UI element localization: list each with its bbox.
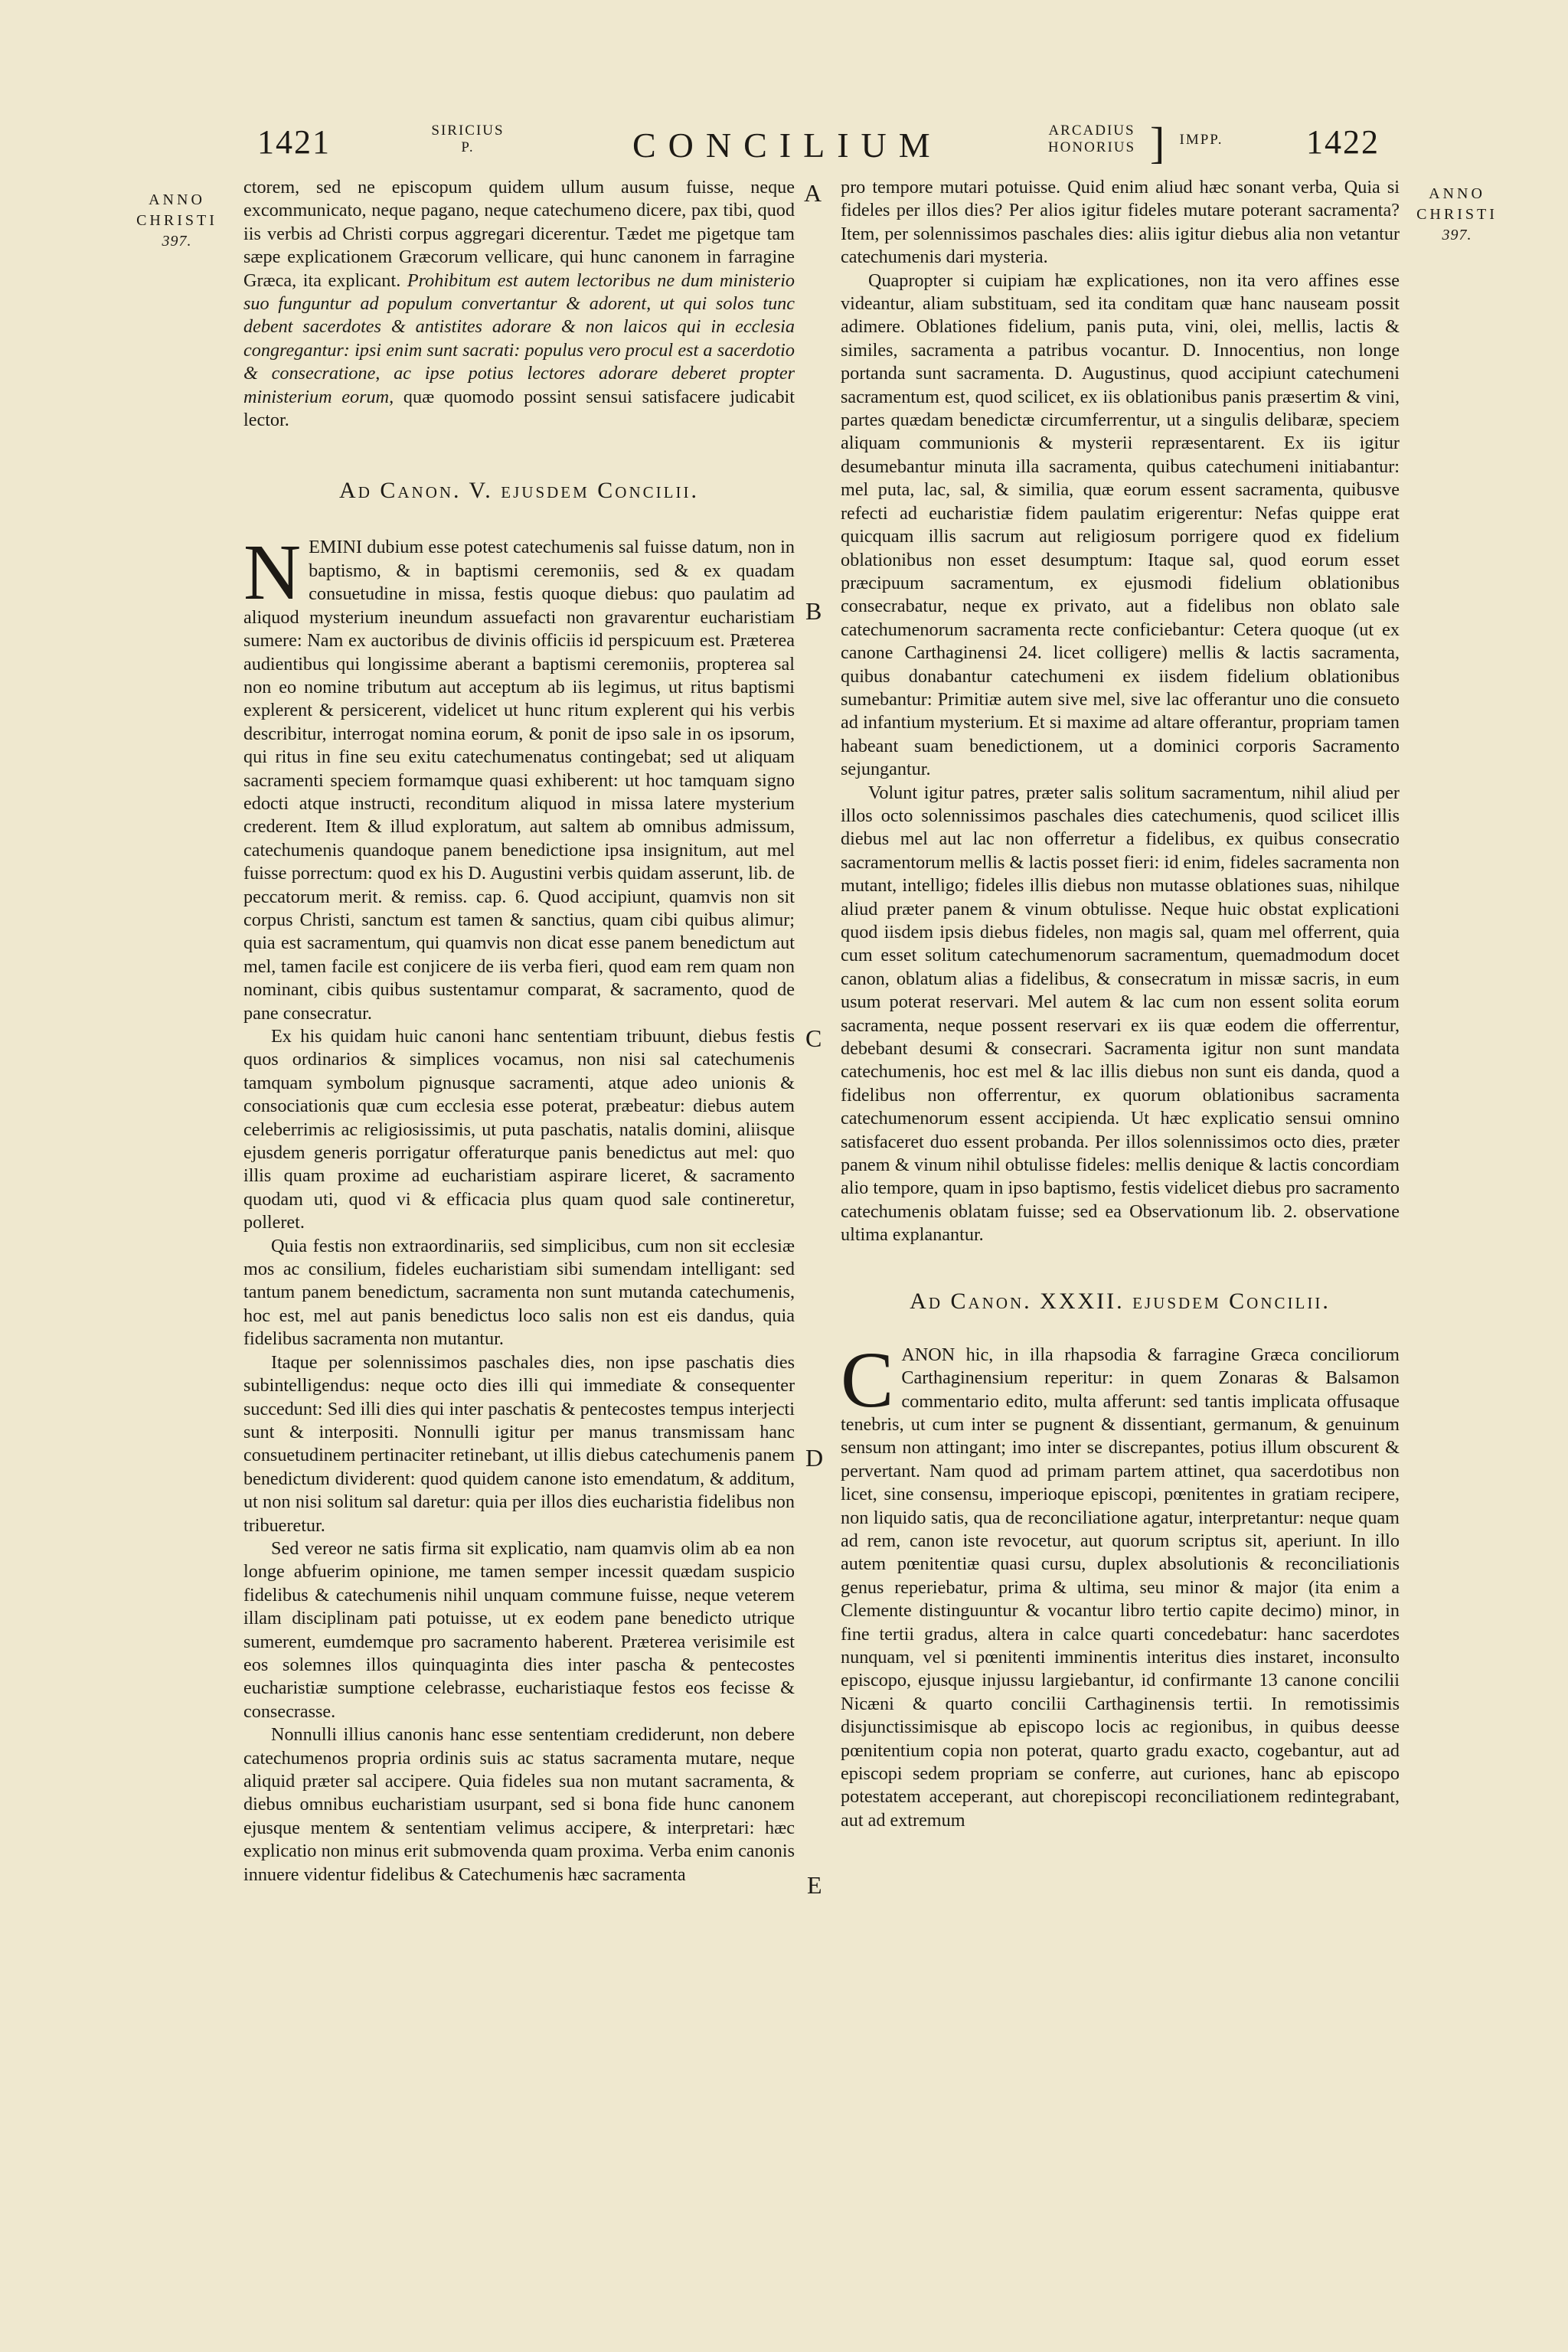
- right-paragraph-3: Volunt igitur patres, præter salis solitum sacramentum, nihil aliud per illos octo solennissimos paschales dies catechumenis, quod scilicet illis diebus mel aut lac non offerretur a fidelibus, ex quibus consecratio sacramentorum mellis & lactis posset fieri: id enim, fideles sacramenta non mutant, intelligo; fideles illis diebus non mutasse oblationes suas, nihilque aliud præter panem & vinum obtulisse. Neque huic obstat explicationi quod iisdem ipsis diebus fideles, non magis sal, quam mel offerrent, quia cum esset solitum catechumenorum sacramentum, quemadmodum docet canon, oblatum alias a fidelibus, & consecratum in missæ sacris, in eum usum poterat reservari. Mel autem & lac cum non essent solita eorum sacramenta, neque possent reservari ex iis quæ eodem die offerrentur, debebant desumi & consecrari. Sacramenta igitur non sunt mandata catechumenis, hoc est mel & lac illis diebus non sunt eis danda, quod a fidelibus non offerrentur, ex quorum oblationibus sacramenta catechumenorum essent accipienda. Ut hæc explicatio sensui omnino satisfaceret duo essent probanda. Per illos solennissimos octo dies, præter panem & vinum nihil obtulisse fideles: mellis denique & lactis concordiam alio tempore, quam in ipso baptismo, festis videlicet diebus pro sacramento catechumenis oblatam fuisse; sed ea Observationum lib. 2. observatione ultima explanantur.: [841, 782, 1400, 1246]
- margin-note-right: [1407, 184, 1507, 246]
- section-marker-e: E: [807, 1871, 822, 1899]
- left-intro-end: quæ quomodo possint sensui satisfacere judicabit lector.: [243, 386, 795, 431]
- section-marker-a: A: [804, 179, 822, 207]
- left-paragraph-1: [243, 528, 795, 1025]
- left-column: [243, 176, 795, 1886]
- right-paragraph-4-text: ANON hic, in illa rhapsodia & farragine Græca conciliorum Carthaginensium reperitur: in quem Zonaras & Balsamon commentario edito, multa afferunt: sed tantis implicata offusaque tenebris, ut cum inter se pugnent & dissentiant, germanum, & genuinum sensum non attingant; imo inter se discrepantes, potius illum obscurent & pervertant. Nam quod ad primam partem attinet, qua sacerdotibus non licet, sine consensu, imperioque episcopi, pœnitentes in gratiam recipere, non liquido satis, qua de reconciliatione agatur, interpretantur: neque quam ad rem, canon iste revocetur, aut quorum scriptus sit, aperiunt. In illo autem pœnitentiæ quasi cursu, duplex absolutionis & reconciliationis genus reperiebatur, prima & ultima, seu minor & major (ita enim a Clemente distinguuntur & vocantur libro tertio capite decimo) minor, in fine tertii gradus, altera in calce quarti concedebatur: hanc sacerdotes nunquam, vel si pœnitenti imminentis interitus dies instaret, inconsulto episcopo, ejusque injussu largiebantur, id confirmante 13 canone concilii Nicæni & quarto concilii Carthaginensis tertii. In remotissimis disjunctissimisque ab episcopo locis ac regionibus, in quibus deesse pœnitentium copia non poterat, quarto gradu exacto, cogebantur, aut ad episcopi sedem propriam se conferre, aut curiones, hanc ab episcopo potestatem acceperant, aut chorepiscopi reconciliationem redintegrabant, aut ad extremum: [841, 1344, 1400, 1831]
- margin-label-right: ANNO CHRISTI: [1416, 185, 1498, 223]
- left-paragraph-2: Ex his quidam huic canoni hanc sententiam tribuunt, diebus festis quos ordinarios & simplices vocamus, non nisi sal catechumenis tamquam symbolum pignusque sacramenti, atque adeo unionis & consociationis quæ cum ecclesia esse poterat, præbeatur: diebus autem celeberrimis ac religiosissimis, ut puta paschatis, natalis domini, aliisque ejusdem generis porrigatur offeraturque panis benedictus aut mel: quo illis quam proxime ad eucharistiam aspirare liceret, & sacramento quodam uti, quod vi & efficacia plus quam quod sale contineretur, polleret.: [243, 1026, 795, 1233]
- pope-name: SIRICIUS P.: [431, 122, 505, 155]
- section-marker-b: B: [805, 597, 822, 625]
- right-paragraph-4: [841, 1335, 1400, 1833]
- section-heading-canon-xxxii: Ad Canon. XXXII. ejusdem Concilii.: [910, 1288, 1331, 1314]
- left-paragraph-3: Quia festis non extraordinariis, sed simplicibus, cum non sit ecclesiæ mos ac consilium, fideles eucharistiam sibi sumendam intelligant: sed tantum panem benedictum, sacramenta non sunt mutanda catechumenis, hoc est, mel aut panis benedictus loco salis non est eis dandus, quia fidelibus sacramenta non mutantur.: [243, 1235, 795, 1350]
- header-bracket: ]: [1150, 118, 1165, 168]
- right-column: [841, 176, 1400, 1832]
- section-marker-d: D: [805, 1444, 824, 1472]
- impp-label: IMPP.: [1179, 132, 1223, 148]
- left-intro-paragraph: [243, 176, 795, 432]
- page-number-left: 1421: [257, 123, 331, 161]
- drop-cap-n: N: [243, 528, 302, 617]
- right-paragraph-2: Quapropter si cuipiam hæ explicationes, non ita vero affines esse videantur, aliam substituam, sed ita conditam quæ hanc nauseam possit adimere. Oblationes fidelium, panis puta, vini, olei, mellis, lactis & similes, sacramenta a patribus vocantur. D. Innocentius, non longe portanda sunt sacramenta. D. Augustinus, quod accipiunt catechumeni sacramentum est, quod scilicet, ex iis oblationibus panis præsertim & vini, partes quædam benedictæ circumferrentur, ut a singulis delibaræ, speciem aliquam communionis & mysterii repræsentarent. Ex iis igitur desumebantur minuta illa sacramenta, quibus catechumeni initiabantur: mel puta, lac, sal, & similia, quæ eorum essent sacramenta, quibusve refecti ad eucharistiæ fidem paulatim erigerentur: Nefas quippe erat quicquam illis sacrum aut religiosum porrigere quod ex fidelium oblationibus non esset desumptum: Itaque sal, quod eorum esset præcipuum sacramentum, ex ejusmodi fidelium oblationibus consecrabatur, neque ex privato, aut a fidelibus non oblato sale catechumenorum sacramenta recte conficiebantur: Cetera quoque (ut ex canone Carthaginensi 24. licet colligere) mellis & lactis sacramenta, quibus donabantur catechumeni ex iisdem fidelium oblationibus sumebantur: Primitiæ autem sive mel, sive lac offerantur uno die consueto ad infantium mysterium. Et si maxime ad altare offerantur, propriam tamen habeant suam benedictionem, ut a dominici corporis Sacramento sejungantur.: [841, 270, 1400, 780]
- left-intro-quote: Prohibitum est autem lectoribus ne dum ministerio suo funguntur ad populum convertantur & adorent, ut qui solos tunc debent sacerdotes & antistites adorare & non laicos qui in ecclesia congregantur: ipsi enim sunt sacrati: populus vero procul est a sacerdotio & consecratione, ac ipse potius lectores adorare deberet propter ministerium eorum,: [243, 270, 795, 407]
- section-marker-c: C: [805, 1024, 822, 1052]
- margin-year-left: 397.: [162, 233, 192, 250]
- page-number-right: 1422: [1306, 123, 1380, 161]
- drop-cap-c: C: [841, 1335, 894, 1424]
- margin-label-left: ANNO CHRISTI: [136, 191, 217, 229]
- left-intro-text: ctorem, sed ne episcopum quidem ullum ausum fuisse, neque excommunicato, neque pagano, neque catechumeno dicere, pax tibi, quod iis verbis ad Christi corpus aggregari dicerentur. Tædet me pigetque tam sæpe explicationem Græcorum vellicare, qui hunc canonem in farragine Græca, ita explicant.: [243, 177, 795, 291]
- section-heading-canon-v: Ad Canon. V. ejusdem Concilii.: [339, 478, 699, 504]
- margin-note-left: [127, 190, 227, 252]
- left-paragraph-4: Itaque per solennissimos paschales dies, non ipse paschatis dies subintelligendus: neque octo dies illi qui immediate & consequenter succedunt: Sed illi dies qui inter paschatis & pentecostes tempus interjecti sunt & interpositi. Nonnulli igitur per manus transmissam hanc consuetudinem pertinaciter retinebant, ut illis diebus catechumenis panem benedictum dividerent: quod quidem canone isto emendatum, & additum, ut non nisi solitum sal daretur: quia per illos dies eucharistia fidelibus non tribueretur.: [243, 1351, 795, 1536]
- margin-year-right: 397.: [1442, 227, 1472, 243]
- left-paragraph-1-text: EMINI dubium esse potest catechumenis sal fuisse datum, non in baptismo, & in baptismi ceremoniis, sed & ex quadam consuetudine in missa, festis quoque diebus: quo paulatim ad aliquod mysterium ineundum assuefacti non gravarentur eucharistiam sumere: Nam ex auctoribus de divinis officiis id perspicuum est. Præterea audientibus qui longissime aberant a baptismi ceremoniis, propterea sal non eo nomine tributum aut acceptum ab iis legimus, ut ritus baptismi explerent & persicerent, videlicet ut hunc ritum explerent qui his verbis describitur, interrogat nomina eorum, & ponit de ipso sale in os ipsorum, qui ritus in fine seu exitu catechumenatus contingebat; sed ut aliquam sacramenti speciem formamque quasi exhiberent: ut hoc tamquam signo edocti atque instructi, reconditum aliquod in missa latere mysterium crederent. Item & illud exploratum, aut saltem ab omnibus admissum, catechumenis quandoque panem benedictione ipsa insignitum, aut mel fuisse porrectum: quod ex his D. Augustini verbis quidam asserunt, lib. de peccatorum merit. & remiss. cap. 6. Quod accipiunt, quamvis non sit corpus Christi, sanctum est tamen & sanctius, quam cibi quibus alimur; quia est sacramentum, qui quamvis non dicat esse panem benedictum aut mel, tamen facile est conjicere de iis verba fieri, quod eam rem quam non nominant, cibis quibus sustentamur comparat, & sacramento, quod de pane consecratur.: [243, 537, 795, 1024]
- running-title: CONCILIUM: [632, 126, 942, 165]
- emperors-names: ARCADIUS HONORIUS: [1047, 122, 1136, 155]
- left-paragraph-5: Sed vereor ne satis firma sit explicatio, nam quamvis olim ab ea non longe abfuerim opinione, me tamen semper incessit quædam suspicio fidelibus & catechumenis nihil unquam commune fuisse, neque veterem illam disciplinam pati potuisse, ut ex eodem pane benedicto utrique sumerent, eumdemque pro sacramento haberent. Præterea verisimile est eos solemnes illos quinquaginta dies inter pascha & pentecostes eucharistiæ sumptione celebrasse, eucharistiaque festos eos fecisse & consecrasse.: [243, 1537, 795, 1722]
- right-paragraph-1: pro tempore mutari potuisse. Quid enim aliud hæc sonant verba, Quia si fideles per illos dies? Per alios igitur fideles mutare poterant sacramenta? Item, per solennissimos paschales dies: aliis igitur diebus alia non vetantur catechumenis dari mysteria.: [841, 177, 1400, 268]
- left-paragraph-6: Nonnulli illius canonis hanc esse sententiam crediderunt, non debere catechumenos propria ordinis suis ac status sacramenta mutare, neque aliquid præter sal accipere. Quia fideles sua non mutant sacramenta, & diebus omnibus eucharistiam usurpant, sed si bona fide hunc canonem ejusque mentem & sententiam velimus accipere, & interpretari: hæc explicatio non minus erit submovenda quam proxima. Verba enim canonis innuere videntur fidelibus & Catechumenis hæc sacramenta: [243, 1724, 795, 1885]
